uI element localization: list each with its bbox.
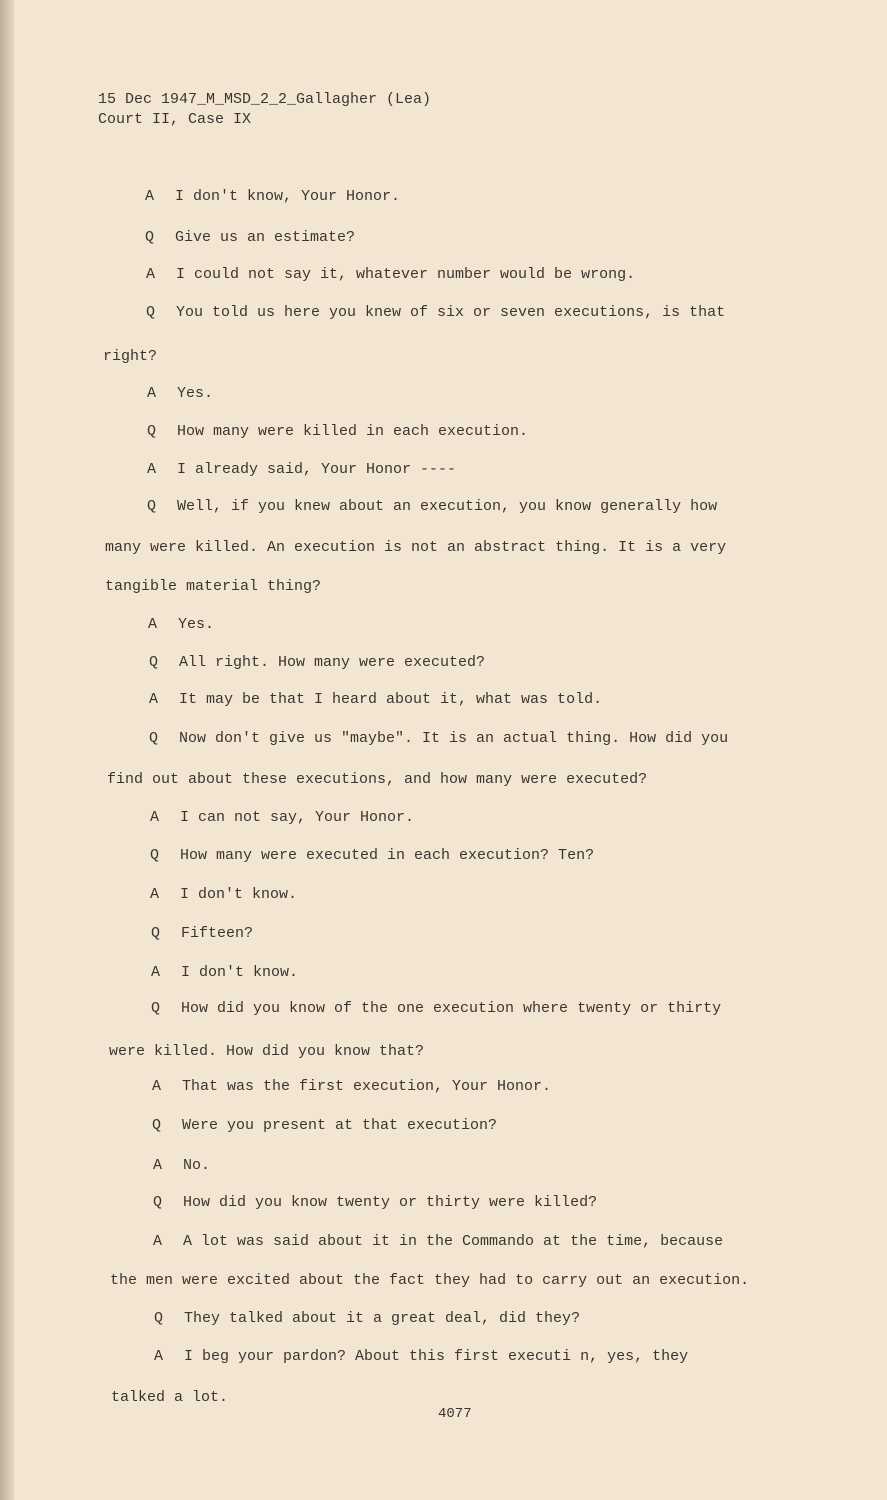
transcript-line [149,654,485,671]
transcript-line [150,809,414,826]
speaker-label: A [148,616,158,633]
line-text: It may be that I heard about it, what was told. [179,691,603,708]
speaker-label: A [153,1157,163,1174]
speaker-label: A [149,691,159,708]
line-text: Yes. [177,385,214,402]
line-text: How did you know twenty or thirty were killed? [183,1194,598,1211]
speaker-label: Q [147,498,157,515]
header-line-1: 15 Dec 1947_M_MSD_2_2_Gallagher (Lea) [98,91,432,108]
transcript-line [145,188,400,205]
transcript-line [147,385,213,402]
transcript-line [151,964,298,981]
speaker-label: A [147,461,157,478]
line-text: I can not say, Your Honor. [180,809,415,826]
line-text: many were killed. An execution is not an abstract thing. It is a very [105,539,727,556]
transcript-line [153,1157,210,1174]
line-text: right? [103,348,158,365]
line-text: Give us an estimate? [175,229,356,246]
speaker-label: Q [154,1310,164,1327]
line-text: Were you present at that execution? [182,1117,498,1134]
line-text: I don't know. [181,964,299,981]
transcript-line [111,1389,228,1406]
document-header [98,90,431,130]
line-text: How many were executed in each execution? Ten? [180,847,595,864]
speaker-label: Q [149,730,159,747]
speaker-label: A [154,1348,164,1365]
transcript-line [147,498,717,515]
line-text: They talked about it a great deal, did they? [184,1310,581,1327]
line-text: tangible material thing? [105,578,322,595]
transcript-line [147,423,528,440]
header-line-2: Court II, Case IX [98,111,252,128]
line-text: You told us here you knew of six or seven executions, is that [176,304,726,321]
speaker-label: A [151,964,161,981]
speaker-label: Q [151,925,161,942]
line-text: Fifteen? [181,925,254,942]
line-text: A lot was said about it in the Commando at the time, because [183,1233,724,1250]
transcript-line [148,616,214,633]
line-text: I already said, Your Honor ---- [177,461,457,478]
transcript-line [153,1194,597,1211]
speaker-label: A [146,266,156,283]
transcript-line [150,886,297,903]
transcript-line [152,1078,551,1095]
transcript-line [151,1000,721,1017]
speaker-label: A [150,886,160,903]
speaker-label: Q [151,1000,161,1017]
transcript-line [149,730,728,747]
speaker-label: Q [146,304,156,321]
speaker-label: Q [152,1117,162,1134]
speaker-label: Q [150,847,160,864]
line-text: I could not say it, whatever number would be wrong. [176,266,636,283]
line-text: talked a lot. [111,1389,229,1406]
transcript-line [110,1272,749,1289]
line-text: were killed. How did you know that? [109,1043,425,1060]
line-text: Well, if you knew about an execution, you know generally how [177,498,718,515]
line-text: All right. How many were executed? [179,654,486,671]
speaker-label: A [150,809,160,826]
speaker-label: Q [147,423,157,440]
transcript-line [154,1310,580,1327]
transcript-line [154,1348,688,1365]
transcript-line [146,266,635,283]
speaker-label: A [147,385,157,402]
speaker-label: Q [149,654,159,671]
transcript-line [107,771,647,788]
line-text: I beg your pardon? About this first executi n, yes, they [184,1348,689,1365]
transcript-line [151,925,253,942]
line-text: find out about these executions, and how many were executed? [107,771,648,788]
transcript-line [149,691,602,708]
line-text: How many were killed in each execution. [177,423,529,440]
speaker-label: A [145,188,155,205]
page-number: 4077 [438,1406,472,1422]
page-edge-shadow [0,0,14,1500]
speaker-label: Q [153,1194,163,1211]
transcript-line [103,348,157,365]
speaker-label: Q [145,229,155,246]
transcript-line [105,578,321,595]
line-text: No. [183,1157,211,1174]
transcript-line [153,1233,723,1250]
line-text: I don't know, Your Honor. [175,188,401,205]
line-text: That was the first execution, Your Honor. [182,1078,552,1095]
line-text: Yes. [178,616,215,633]
transcript-line [109,1043,424,1060]
transcript-line [145,229,355,246]
speaker-label: A [153,1233,163,1250]
transcript-line [146,304,725,321]
line-text: the men were excited about the fact they had to carry out an execution. [110,1272,750,1289]
transcript-line [152,1117,497,1134]
transcript-line [105,539,726,556]
line-text: How did you know of the one execution where twenty or thirty [181,1000,722,1017]
transcript-line [147,461,456,478]
speaker-label: A [152,1078,162,1095]
line-text: I don't know. [180,886,298,903]
transcript-line [150,847,594,864]
line-text: Now don't give us "maybe". It is an actual thing. How did you [179,730,729,747]
